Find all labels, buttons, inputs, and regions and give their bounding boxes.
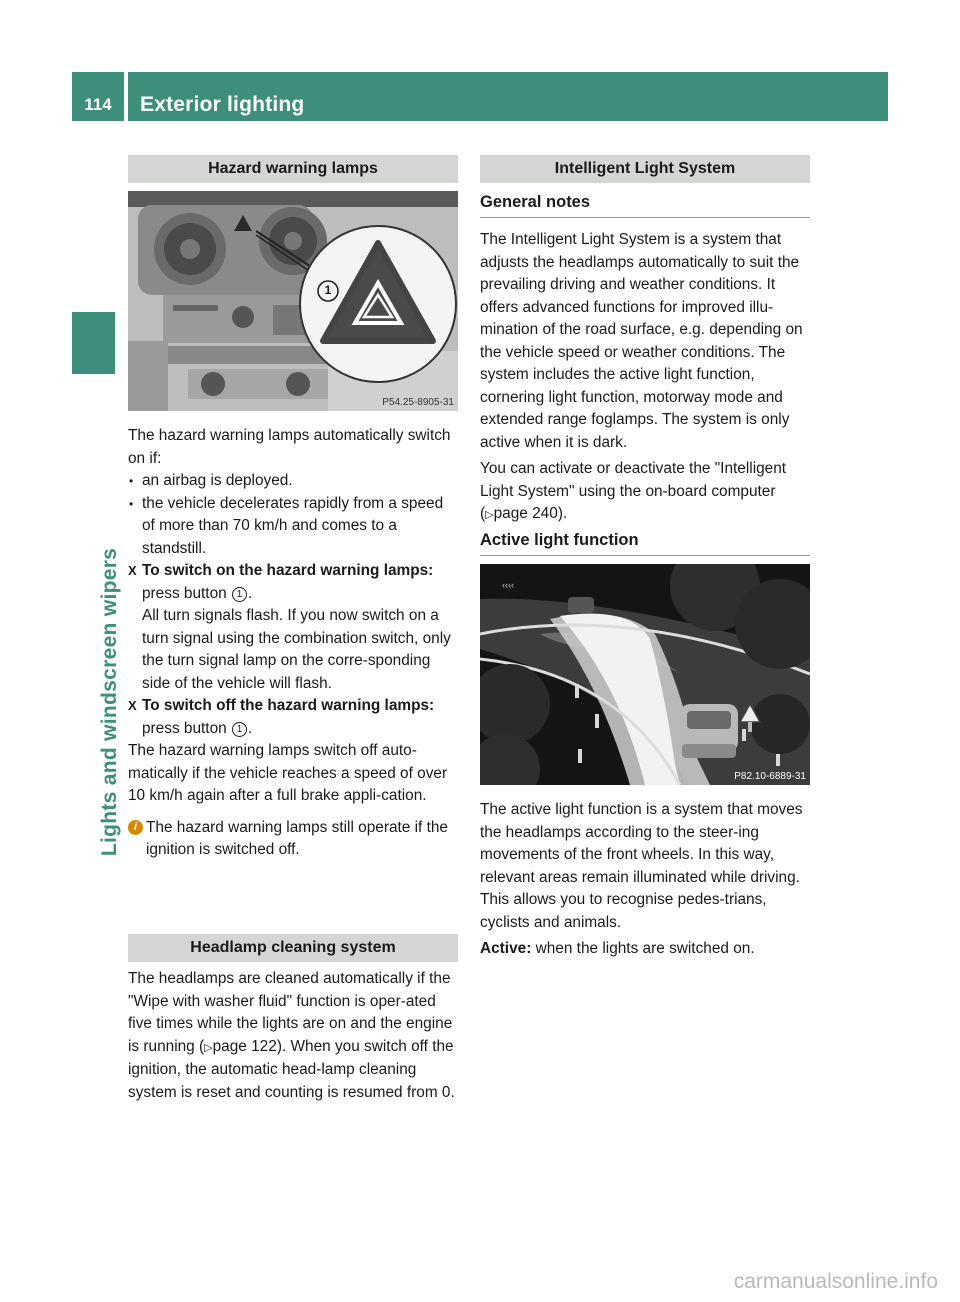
paragraph-text: ). When you switch off the ignition, the automatic head-lamp cleaning system is reset and counting is resumed from 0. [128, 1037, 455, 1101]
hazard-intro: The hazard warning lamps automatically switch on if: [128, 427, 451, 467]
active-light-description: The active light function is a system that moves the headlamps according to the steer-ing movements of the front wheels. In this way, relevant areas remain illuminated while driving. This allows you to recognise pedes-trians, cyclists and animals. [480, 801, 803, 931]
headlamp-cleaning-text [128, 968, 460, 1104]
step-switch-on [128, 560, 460, 695]
condition-item: • an airbag is deployed. [128, 470, 460, 493]
ils-text-block [480, 229, 812, 527]
step-label: To switch off the hazard warning lamps: [142, 697, 435, 714]
condition-item: • the vehicle decelerates rapidly from a speed of more than 70 km/h and comes to a standstill. [128, 493, 460, 561]
activate-paragraph [480, 458, 812, 527]
step-action-end: . [247, 719, 253, 737]
active-light-figure [480, 564, 810, 785]
svg-text:‹‹‹‹: ‹‹‹‹ [502, 580, 514, 590]
page-reference-link[interactable]: page 122 [212, 1037, 277, 1055]
figure-code: P54.25-8905-31 [382, 397, 454, 408]
chapter-side-label: Lights and windscreen wipers [98, 547, 121, 857]
step-switch-off [128, 695, 460, 740]
section-headlamp-cleaning [128, 934, 458, 962]
section-intelligent-light-system [480, 155, 810, 183]
info-note-text: The hazard warning lamps still operate if the ignition is switched off. [146, 818, 448, 858]
paragraph-text: ). [557, 505, 568, 522]
paragraph-text: You can activate or deactivate the "Intelligent Light System" using the on-board computer ( [480, 460, 787, 522]
dashboard-illustration [128, 191, 458, 411]
section-hazard-warning-lamps [128, 155, 458, 183]
callout-1-label: 1 [324, 283, 332, 297]
paragraph-text: The headlamps are cleaned automatically if the "Wipe with washer fluid" function is oper-ated five times while the lights are on and the engine is running ( [128, 970, 453, 1055]
info-note [128, 817, 460, 862]
chapter-tab [72, 312, 115, 374]
callout-1-reference: 1 [232, 722, 247, 737]
section-title: Intelligent Light System [554, 160, 736, 177]
step-action: press button [142, 719, 227, 737]
callout-1-reference: 1 [232, 587, 247, 602]
figure-code: P82.10-6889-31 [734, 771, 806, 782]
page-title: Exterior lighting [140, 93, 305, 116]
step-result: All turn signals flash. If you now switch on a turn signal using the combination switch, only the turn signal lamp on the corre-sponding side of the vehicle will flash. [142, 607, 451, 692]
general-notes-text: The Intelligent Light System is a system that adjusts the headlamps automatically to suit the prevailing driving and weather conditions. It offers advanced functions for improved illu-mination of the road surface, e.g. depending on the vehicle speed or weather conditions. The system includes the active light function, cornering light function, motorway mode and extended range foglamps. The system is only active when it is dark. [480, 231, 803, 451]
page-reference-link[interactable]: page 240 [493, 505, 558, 522]
header-divider [124, 72, 128, 121]
headlamp-cleaning-paragraph [128, 968, 460, 1104]
hazard-button-figure [128, 191, 458, 411]
section-title: Headlamp cleaning system [190, 939, 396, 956]
auto-off-text: The hazard warning lamps switch off auto-matically if the vehicle reaches a speed of over 10 km/h again after a full brake appli-cation. [128, 742, 448, 804]
info-icon: i [128, 820, 143, 835]
watermark: carmanualsonline.info [733, 1270, 938, 1293]
night-road-illustration [480, 564, 810, 785]
hazard-text-block [128, 425, 460, 862]
page-ref-arrow: ▷ [485, 509, 494, 521]
section-title: Hazard warning lamps [208, 160, 378, 177]
page-ref-arrow: ▷ [204, 1041, 213, 1054]
active-condition [480, 938, 812, 961]
subheading-active-light-function: Active light function [480, 531, 810, 556]
subheading-general-notes: General notes [480, 193, 810, 218]
active-value: when the lights are switched on. [535, 940, 755, 957]
step-action: press button [142, 584, 227, 602]
step-label: To switch on the hazard warning lamps: [142, 562, 434, 579]
active-label: Active: [480, 940, 532, 957]
step-action-end: . [247, 584, 253, 602]
page-number: 114 [84, 95, 112, 114]
active-light-text-block [480, 799, 812, 961]
